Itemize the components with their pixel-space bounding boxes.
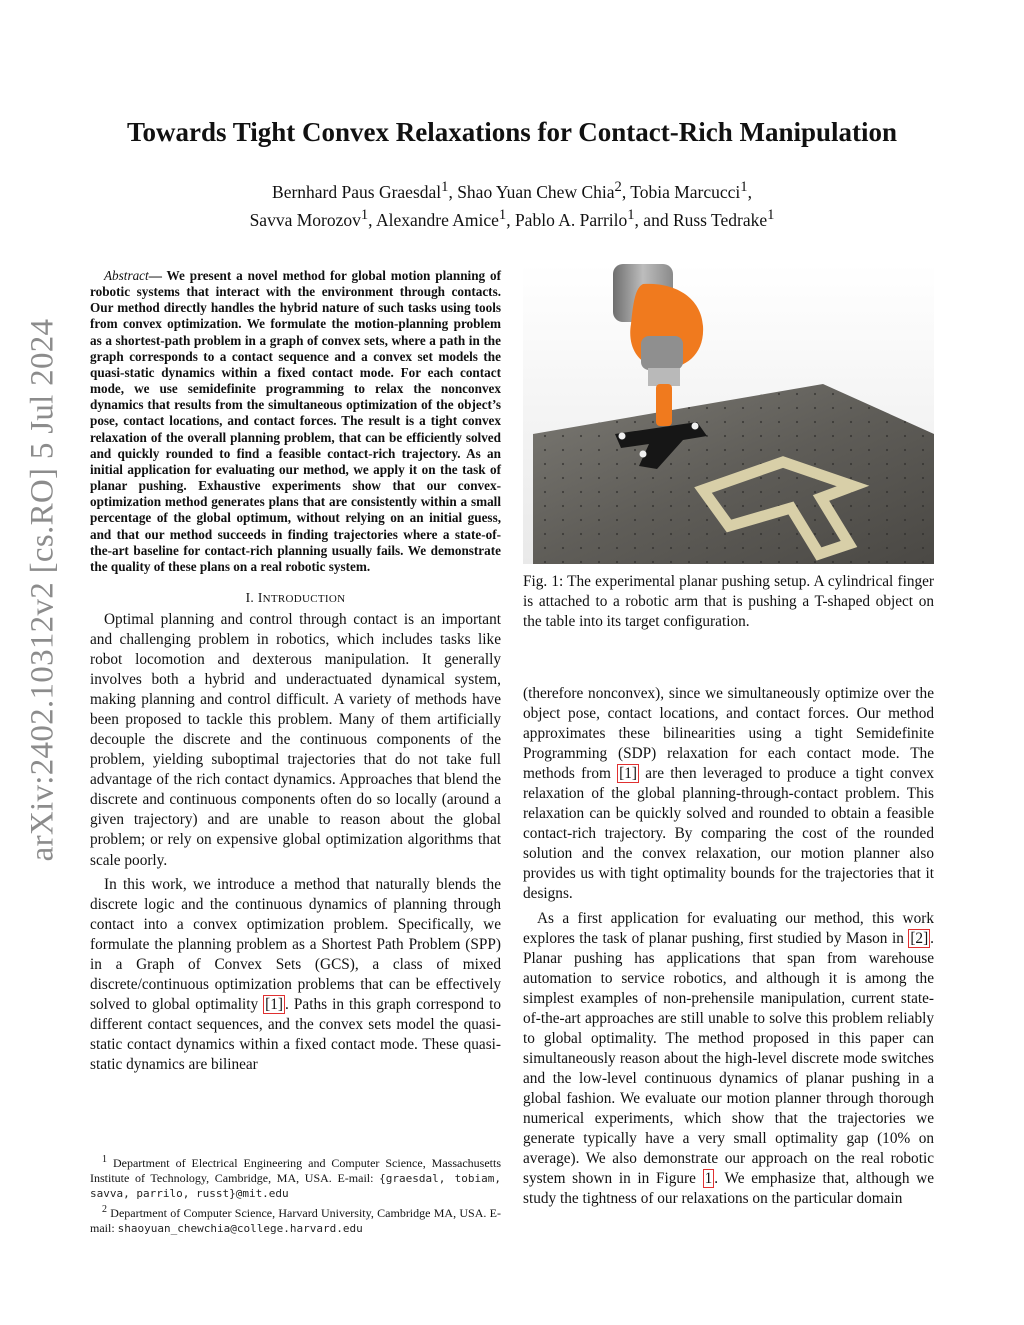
text-run: In this work, we introduce a method that naturally blends the discrete logic and the continuous dynamics of planning through contact into a convex optimization problem. Specifically, we formulate the planning problem as a Shortest Path Problem (SPP) in a Graph of Convex Sets (GCS), a class of mixed discrete/continuous optimization problems that can be effectively solved to global optimality bbox=[90, 875, 501, 1013]
intro-paragraph-4 bbox=[523, 909, 934, 1210]
section-heading bbox=[90, 590, 501, 606]
text-run: . We emphasize that, although we study the tightness of our relaxations on the particular domain bbox=[523, 1170, 934, 1208]
author-name: Bernhard Paus Graesdal bbox=[272, 181, 442, 202]
author-name: Shao Yuan Chew Chia bbox=[457, 181, 615, 202]
affiliation-mark: 1 bbox=[767, 206, 775, 223]
footnote-mark: 2 bbox=[102, 1203, 107, 1215]
text-run: are then leveraged to produce a tight convex relaxation of the global planning-through-contact problem. This relaxation can be quickly solved and rounded to obtain a feasible contact-rich trajectory. By comparing the cost of the rounded solution and the convex relaxation, our motion planner also provides us with tight optimality bounds for the trajectories that it designs. bbox=[523, 765, 934, 903]
right-column bbox=[523, 268, 934, 632]
footnote-mark: 1 bbox=[102, 1154, 107, 1165]
footnote-text: Department of Electrical Engineering and Computer Science, Massachusetts Institute of Technology, Cambridge, MA, USA. E-mail: bbox=[90, 1156, 501, 1186]
figure-reference-link[interactable]: 1 bbox=[704, 1170, 713, 1188]
robot-flange bbox=[648, 368, 680, 386]
robot-photo bbox=[523, 264, 934, 564]
intro-paragraph-2 bbox=[90, 875, 501, 1075]
text-run: . Planar pushing has applications that span from warehouse automation to service robotics, and although it is among the simplest examples of non-prehensile manipulation, current state-of-the-art approaches are still unable to solve this problem reliably to global optimality. The method proposed in this paper can simultaneously reason about the high-level discrete mode switches and the low-level continuous dynamics of planar pushing in a global fashion. We evaluate our motion planner through thorough numerical experiments, which show that the trajectories we generate typically have a very small optimality gap (10% on average). We also demonstrate our approach on the real robotic system shown in in Figure bbox=[523, 929, 934, 1188]
author-name: and Russ Tedrake bbox=[643, 209, 768, 230]
footnote-email[interactable]: shaoyuan_chewchia@college.harvard.edu bbox=[117, 1221, 363, 1235]
citation-link[interactable]: [2] bbox=[910, 929, 929, 947]
author-list: Bernhard Paus Graesdal$^1$, Shao Yuan Chew Chia$^2$, Tobia Marcucci$^1$, Savva Morozov$^1$, Alexandre Amice$^1$, Pablo A. Parrilo$^1$, and Russ Tedrake$^1$ bbox=[249, 179, 775, 230]
figure-robot-setup bbox=[523, 264, 934, 564]
citation-link[interactable]: [1] bbox=[265, 995, 284, 1013]
text-run: (therefore nonconvex), since we simultaneously optimize over the object pose, contact locations, and contact forces. Our method approximates these bilinearities using a tight Semidefinite Programming (SDP) relaxation for each contact mode. The methods from bbox=[523, 685, 934, 783]
arxiv-id: arXiv:2402.10312v2 [cs.RO] 5 Jul 2024 bbox=[24, 318, 61, 862]
citation-link[interactable]: [1] bbox=[619, 765, 638, 783]
affiliation-mark: 1 bbox=[627, 206, 635, 223]
affiliation-mark: 2 bbox=[614, 179, 622, 195]
abstract-label: Abstract bbox=[104, 268, 149, 283]
footnote-2 bbox=[90, 1202, 501, 1236]
author-name: Tobia Marcucci bbox=[630, 181, 741, 202]
abstract-text: — We present a novel method for global motion planning of robotic systems that interact with the environment through contacts. Our method directly handles the hybrid nature of such tasks using tools from convex optimization. We formulate the motion-planning problem as a shortest-path problem in a graph of convex sets, where a path in the graph corresponds to a contact sequence and a convex set models the quasi-static dynamics within a fixed contact mode. For each contact mode, we use semidefinite programming to relax the nonconvex dynamics that results from the simultaneous optimization of the object’s pose, contact locations, and contact forces. The result is a tight convex relaxation of the overall planning problem, that can be efficiently solved and quickly rounded to find a feasible contact-rich trajectory. As an initial application for evaluating our method, we apply it on the task of planar pushing. Exhaustive experiments show that our convex-optimization method generates plans that are consistently within a small percentage of the global optimum, without relying on an initial guess, and that our method succeeds in finding trajectories where a state-of-the-art baseline for contact-rich planning usually fails. We demonstrate the quality of these plans on a real robotic system. bbox=[90, 268, 501, 574]
affiliation-mark: 1 bbox=[441, 179, 449, 195]
right-column-text bbox=[523, 684, 934, 1213]
robot-wrist bbox=[641, 336, 683, 370]
figure-caption: Fig. 1: The experimental planar pushing setup. A cylindrical finger is attached to a robotic arm that is pushing a T-shaped object on the table into its target configuration. bbox=[523, 573, 934, 630]
footnote-text: Department of Computer Science, Harvard University, Cambridge MA, USA. E-mail: bbox=[90, 1205, 501, 1235]
author-name: Alexandre Amice bbox=[375, 209, 499, 230]
affiliation-mark: 1 bbox=[740, 179, 748, 195]
footnote-email[interactable]: {graesdal, tobiam, savva, parrilo, russt}@mit.edu bbox=[90, 1172, 501, 1201]
footnotes bbox=[90, 1152, 501, 1236]
intro-paragraph-1: Optimal planning and control through contact is an important and challenging problem in robotics, which includes tasks like robot locomotion and dexterous manipulation. It generally involves both a hybrid and underactuated dynamical system, making planning and control difficult. A variety of methods have been proposed to tackle this problem. Many of them artificially decouple the discrete and the continuous components of the problem, yielding suboptimal trajectories that do not take full advantage of the rich contact dynamics. Approaches that blend the discrete and continuous components often do so locally (around a given trajectory) and are unable to reason about the global problem; or rely on expensive global optimization algorithms that scale poorly. bbox=[90, 610, 501, 869]
affiliation-mark: 1 bbox=[360, 206, 369, 223]
abstract bbox=[90, 268, 501, 575]
footnote-1 bbox=[90, 1152, 501, 1202]
marker-ball bbox=[619, 433, 626, 440]
marker-ball bbox=[640, 451, 647, 458]
arxiv-stamp bbox=[18, 240, 68, 940]
intro-paragraph-3 bbox=[523, 684, 934, 905]
section-number: I. bbox=[245, 589, 255, 605]
section-title: NTRODUCTION bbox=[262, 592, 346, 605]
author-name: Savva Morozov bbox=[249, 209, 361, 230]
affiliation-mark: 1 bbox=[498, 206, 507, 223]
text-run: As a first application for evaluating our method, this work explores the task of planar pushing, first studied by Mason in bbox=[523, 909, 934, 947]
paper-title: Towards Tight Convex Relaxations for Contact-Rich Manipulation bbox=[126, 117, 898, 147]
left-column bbox=[90, 268, 501, 1079]
author-name: Pablo A. Parrilo bbox=[514, 209, 628, 230]
text-run: . Paths in this graph correspond to different contact sequences, and the convex sets model the quasi-static contact dynamics within a fixed contact mode. These quasi-static dynamics are bilinear bbox=[90, 995, 501, 1073]
marker-ball bbox=[692, 423, 699, 430]
pusher-finger bbox=[656, 384, 672, 426]
section-title-initial: I bbox=[257, 589, 263, 605]
